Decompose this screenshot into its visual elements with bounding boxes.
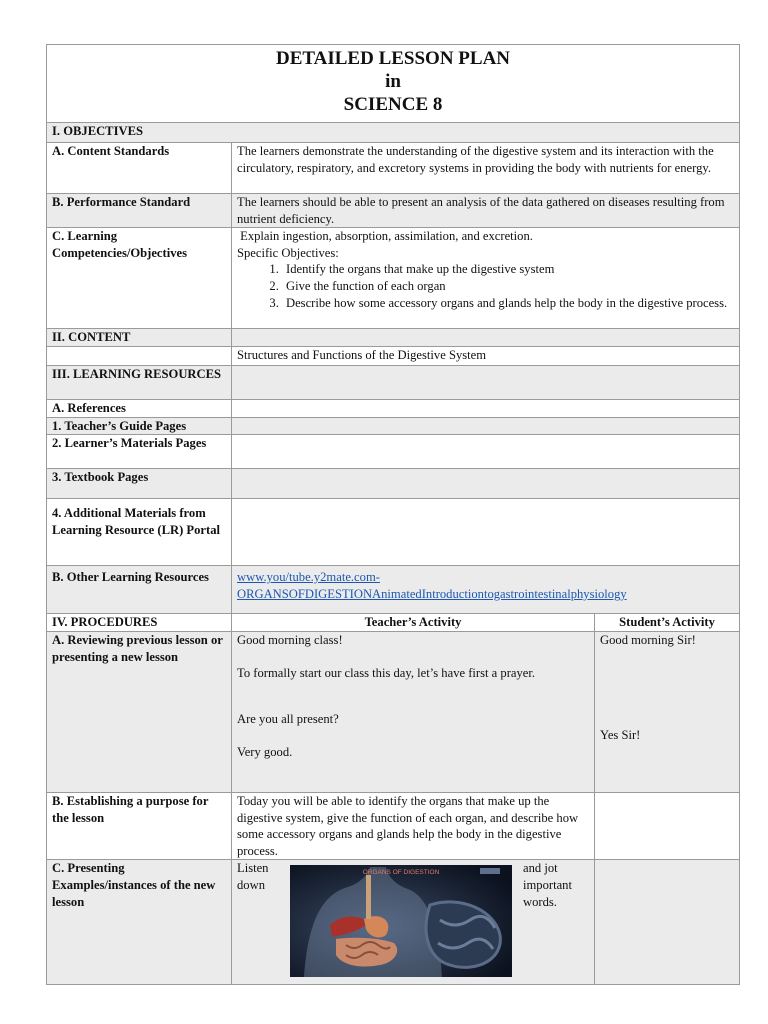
teacher-attendance: Are you all present?: [237, 712, 339, 727]
title-line-2: in: [385, 71, 401, 92]
presenting-teacher-cell: [232, 860, 595, 985]
reviewing-student-cell: [595, 631, 740, 792]
learning-resources-heading: III. LEARNING RESOURCES: [47, 366, 232, 400]
other-resources-label: B. Other Learning Resources: [47, 566, 232, 614]
content-standards-label: A. Content Standards: [47, 143, 232, 194]
student-present: Yes Sir!: [600, 727, 641, 742]
reviewing-lesson-label: A. Reviewing previous lesson or presenting a new lesson: [47, 631, 232, 792]
title-line-3: SCIENCE 8: [343, 94, 443, 115]
performance-standard-label: B. Performance Standard: [47, 194, 232, 228]
student-greeting: Good morning Sir!: [600, 632, 696, 647]
establishing-teacher-text: Today you will be able to identify the organs that make up the digestive system, give the function of each organ, and describe how some accessory organs and glands help the body in the digestive process.: [232, 792, 595, 859]
digestive-organs-image: [290, 865, 512, 977]
list-item: 3. Describe how some accessory organs and glands help the body in the digestive process.: [282, 295, 734, 312]
objectives-heading: I. OBJECTIVES: [47, 123, 740, 143]
teachers-guide-blank: [232, 417, 740, 435]
resource-link-line-2[interactable]: ORGANSOFDIGESTIONAnimatedIntroductiontogastrointestinalphysiology: [237, 586, 627, 601]
reviewing-teacher-cell: [232, 631, 595, 792]
content-text: Structures and Functions of the Digestive System: [232, 347, 740, 366]
establishing-purpose-label: B. Establishing a purpose for the lesson: [47, 792, 232, 859]
image-caption: ORGANS OF DIGESTION: [362, 869, 440, 877]
other-resources-cell: [232, 566, 740, 614]
references-blank: [232, 400, 740, 418]
presenting-content: [237, 860, 589, 984]
title-line-1: DETAILED LESSON PLAN: [275, 48, 511, 69]
presenting-student-blank: [595, 860, 740, 985]
document-title: [47, 45, 740, 123]
specific-objectives-list: [237, 261, 734, 311]
performance-standard-text: The learners should be able to present an analysis of the data gathered on diseases resulting from nutrient deficiency.: [232, 194, 740, 228]
teacher-activity-header: Teacher’s Activity: [232, 614, 595, 632]
learning-resources-blank: [232, 366, 740, 400]
watermark-logo: [480, 868, 500, 874]
lesson-plan-table: [46, 44, 740, 985]
content-standards-text: The learners demonstrate the understanding of the digestive system and its interaction with the circulatory, respiratory, and excretory systems in providing the body with nutrients for energy.: [232, 143, 740, 194]
learners-materials-blank: [232, 435, 740, 469]
procedures-heading: IV. PROCEDURES: [47, 614, 232, 632]
references-label: A. References: [47, 400, 232, 418]
teacher-greeting: Good morning class!: [237, 632, 343, 647]
digestive-system-illustration: [290, 865, 512, 977]
list-item: 2. Give the function of each organ: [282, 278, 734, 295]
content-label-blank: [47, 347, 232, 366]
presenting-examples-label: C. Presenting Examples/instances of the new lesson: [47, 860, 232, 985]
competencies-label: C. Learning Competencies/Objectives: [47, 228, 232, 329]
resource-link-line-1[interactable]: www.you/tube.y2mate.com-: [237, 570, 380, 585]
competencies-cell: [232, 228, 740, 329]
teacher-very-good: Very good.: [237, 744, 293, 759]
additional-materials-blank: [232, 499, 740, 566]
competencies-intro: Explain ingestion, absorption, assimilation, and excretion.: [237, 229, 533, 244]
listen-text: Listen down: [237, 861, 269, 892]
jot-words-text: and jot important words.: [523, 861, 572, 909]
learners-materials-label: 2. Learner’s Materials Pages: [47, 435, 232, 469]
content-heading: II. CONTENT: [47, 329, 232, 347]
specific-objectives-heading: Specific Objectives:: [237, 245, 339, 260]
student-activity-header: Student’s Activity: [595, 614, 740, 632]
establishing-student-blank: [595, 792, 740, 859]
textbook-blank: [232, 469, 740, 499]
teacher-prayer: To formally start our class this day, let’s have first a prayer.: [237, 665, 536, 680]
additional-materials-label: 4. Additional Materials from Learning Resource (LR) Portal: [47, 499, 232, 566]
content-heading-blank: [232, 329, 740, 347]
teachers-guide-label: 1. Teacher’s Guide Pages: [47, 417, 232, 435]
list-item: 1. Identify the organs that make up the digestive system: [282, 261, 734, 278]
textbook-label: 3. Textbook Pages: [47, 469, 232, 499]
